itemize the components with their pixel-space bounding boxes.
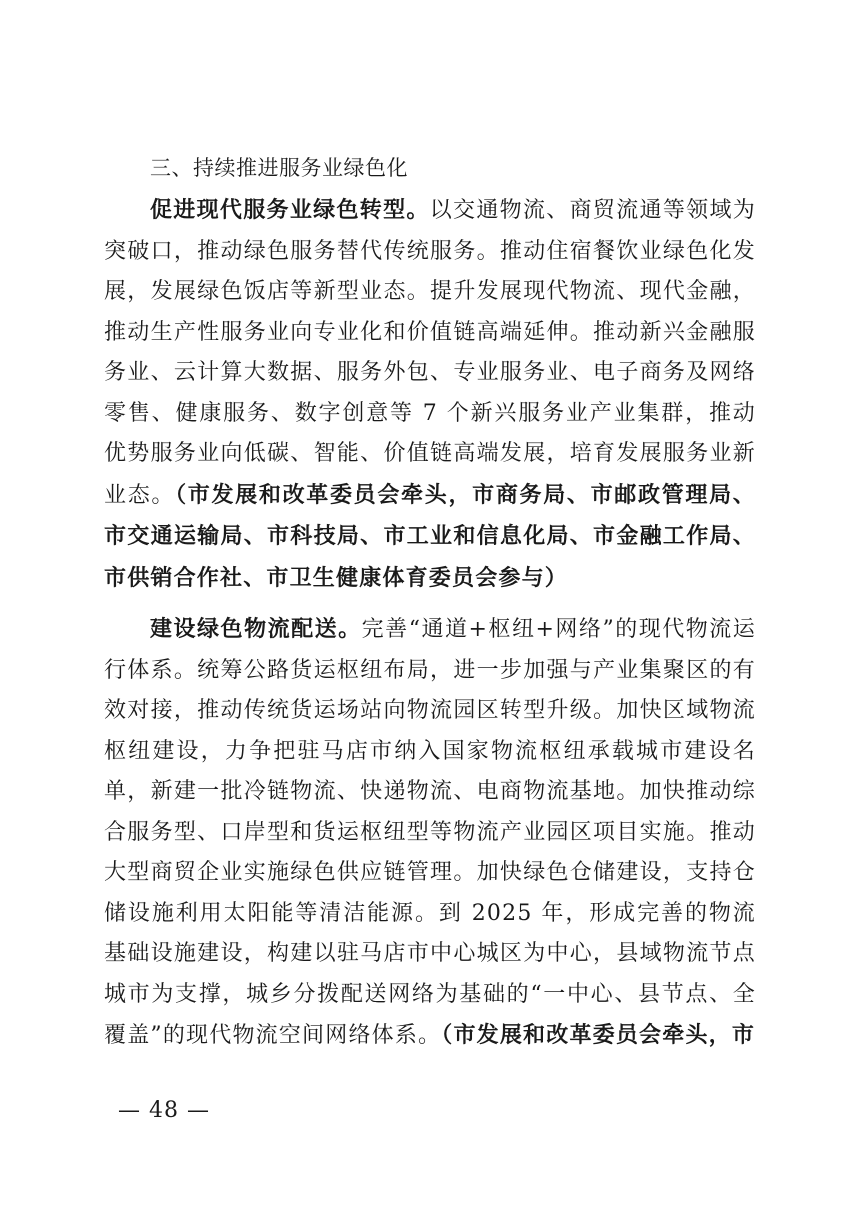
page-number: — 48 — xyxy=(118,1098,210,1123)
paragraph-green-service-transformation xyxy=(104,191,756,599)
paragraph-responsibility: （市发展和改革委员会牵头，市 xyxy=(441,1022,756,1048)
paragraph-green-logistics xyxy=(104,610,756,1057)
section-heading: 三、持续推进服务业绿色化 xyxy=(150,156,408,180)
paragraph-lead: 建设绿色物流配送。 xyxy=(150,617,362,642)
paragraph-lead: 促进现代服务业绿色转型。 xyxy=(150,198,430,223)
paragraph-body: 完善“通道+枢纽+网络”的现代物流运行体系。统筹公路货运枢纽布局，进一步加强与产业集聚区的有效对接，推动传统货运场站向物流园区转型升级。加快区域物流枢纽建设，力争把驻马店市纳入国家物流枢纽承载城市建设名单，新建一批冷链物流、快递物流、电商物流基地。加快推动综合服务型、口岸型和货运枢纽型等物流产业园区项目实施。推动大型商贸企业实施绿色供应链管理。加快绿色仓储建设，支持仓储设施利用太阳能等清洁能源。到 2025 年，形成完善的物流基础设施建设，构建以驻马店市中心城区为中心，县域物流节点城市为支撑，城乡分拨配送网络为基础的“一中心、县节点、全覆盖”的现代物流空间网络体系。 xyxy=(104,617,756,1048)
paragraph-body: 以交通物流、商贸流通等领域为突破口，推动绿色服务替代传统服务。推动住宿餐饮业绿色化发展，发展绿色饭店等新型业态。提升发展现代物流、现代金融，推动生产性服务业向专业化和价值链高端延伸。推动新兴金融服务业、云计算大数据、服务外包、专业服务业、电子商务及网络零售、健康服务、数字创意等 7 个新兴服务业产业集群，推动优势服务业向低碳、智能、价值链高端发展，培育发展服务业新业态。 xyxy=(104,198,756,508)
paragraph-responsibility: （市发展和改革委员会牵头，市商务局、市邮政管理局、市交通运输局、市科技局、市工业和信息化局、市金融工作局、市供销合作社、市卫生健康体育委员会参与） xyxy=(104,481,756,591)
